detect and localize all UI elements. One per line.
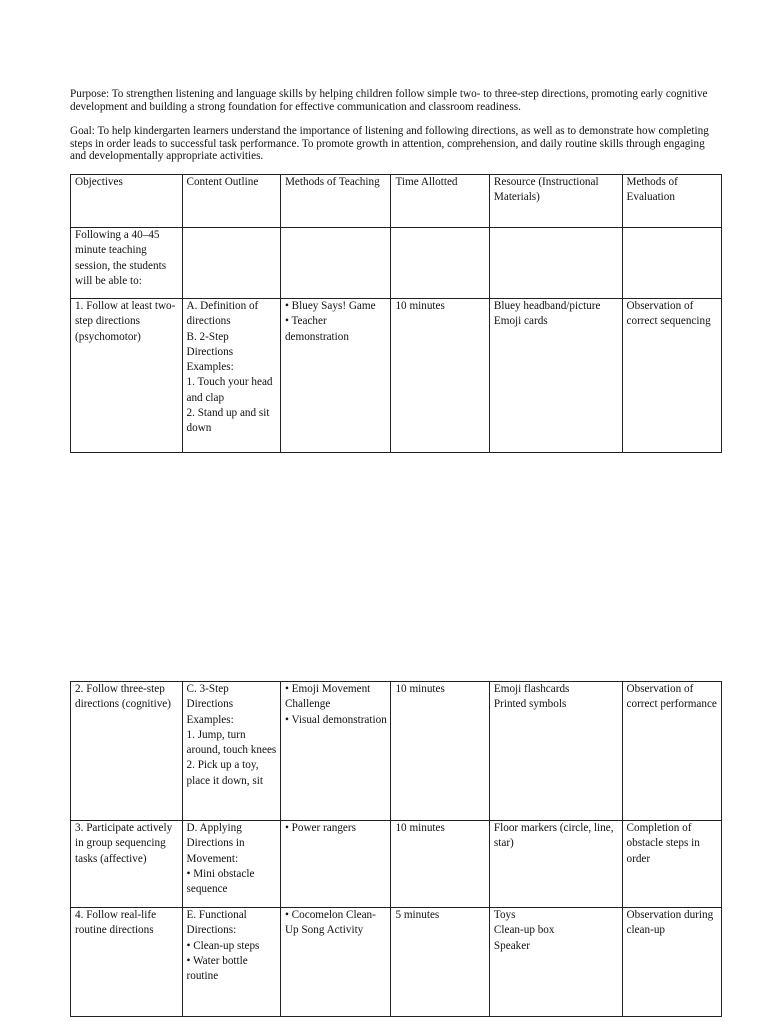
methods-cell bbox=[280, 821, 391, 908]
content-line: • Water bottle routine bbox=[186, 954, 248, 983]
header-content-outline: Content Outline bbox=[182, 175, 280, 228]
content-line: C. 3-Step Directions Examples: bbox=[186, 683, 234, 726]
method-line: • Teacher demonstration bbox=[284, 315, 349, 343]
header-methods-of-evaluation: Methods of Evaluation bbox=[622, 175, 721, 228]
table-header-row bbox=[71, 175, 722, 228]
intro-objective-cell: Following a 40–45 minute teaching session, the students will be able to: bbox=[71, 228, 183, 299]
time-cell: 5 minutes bbox=[391, 908, 489, 1017]
evaluation-cell: Observation of correct performance bbox=[622, 682, 721, 821]
method-line: • Visual demonstration bbox=[284, 713, 387, 726]
content-line: 2. Stand up and sit down bbox=[186, 407, 270, 435]
header-time-allotted: Time Allotted bbox=[391, 175, 489, 228]
method-line: • Bluey Says! Game bbox=[284, 300, 376, 312]
evaluation-cell: Observation during clean-up bbox=[622, 908, 721, 1017]
resource-line: Emoji cards bbox=[493, 315, 548, 328]
objective-cell: 2. Follow three-step directions (cognitive) bbox=[71, 682, 183, 821]
header-resource: Resource (Instructional Materials) bbox=[489, 175, 622, 228]
content-line: B. 2-Step Directions Examples: bbox=[186, 330, 234, 374]
header-methods-of-teaching: Methods of Teaching bbox=[280, 175, 391, 228]
resource-line: Toys bbox=[493, 909, 516, 921]
content-outline-cell bbox=[182, 299, 280, 453]
evaluation-cell: Observation of correct sequencing bbox=[622, 299, 721, 453]
time-cell: 10 minutes bbox=[391, 682, 489, 821]
content-line: A. Definition of directions bbox=[186, 300, 259, 328]
evaluation-cell: Completion of obstacle steps in order bbox=[622, 821, 721, 908]
content-line: 1. Touch your head and clap bbox=[186, 376, 273, 404]
resource-line: Printed symbols bbox=[493, 698, 567, 711]
resource-line: Speaker bbox=[493, 939, 530, 952]
content-line: 2. Pick up a toy, place it down, sit bbox=[186, 759, 263, 787]
methods-cell bbox=[280, 682, 391, 821]
content-line: 1. Jump, turn around, touch knees bbox=[186, 728, 277, 757]
content-line: • Mini obstacle sequence bbox=[186, 867, 255, 896]
resource-cell bbox=[489, 682, 622, 821]
table-row bbox=[71, 682, 722, 821]
purpose-paragraph: Purpose: To strengthen listening and language skills by helping children follow simple two- to three-step directions, promoting early cognitive development and building a strong foundation for effective communication and classroom readiness. bbox=[70, 88, 708, 113]
table-row bbox=[71, 908, 722, 1017]
header-objectives: Objectives bbox=[71, 175, 183, 228]
resource-line: Bluey headband/picture bbox=[493, 300, 601, 312]
table-row bbox=[71, 299, 722, 453]
resource-cell bbox=[489, 299, 622, 453]
empty-cell bbox=[280, 228, 391, 299]
methods-cell bbox=[280, 299, 391, 453]
empty-cell bbox=[489, 228, 622, 299]
intro-row bbox=[71, 228, 722, 299]
empty-cell bbox=[622, 228, 721, 299]
resource-line: Emoji flashcards bbox=[493, 683, 570, 695]
time-cell: 10 minutes bbox=[391, 821, 489, 908]
content-line: E. Functional Directions: bbox=[186, 909, 247, 937]
method-line: • Emoji Movement Challenge bbox=[284, 683, 371, 711]
resource-cell bbox=[489, 908, 622, 1017]
content-outline-cell bbox=[182, 908, 280, 1017]
methods-cell bbox=[280, 908, 391, 1017]
empty-cell bbox=[391, 228, 489, 299]
method-line: • Power rangers bbox=[284, 822, 356, 834]
objective-cell: 4. Follow real-life routine directions bbox=[71, 908, 183, 1017]
resource-line: Clean-up box bbox=[493, 924, 555, 937]
lesson-plan-table-page-section-2 bbox=[70, 681, 722, 1017]
lesson-plan-table-page-section-1 bbox=[70, 174, 722, 453]
time-cell: 10 minutes bbox=[391, 299, 489, 453]
content-line: • Clean-up steps bbox=[186, 939, 260, 952]
resource-line: Floor markers (circle, line, star) bbox=[493, 822, 614, 850]
objective-cell: 1. Follow at least two-step directions (psychomotor) bbox=[71, 299, 183, 453]
table-row bbox=[71, 821, 722, 908]
objective-cell: 3. Participate actively in group sequencing tasks (affective) bbox=[71, 821, 183, 908]
content-outline-cell bbox=[182, 821, 280, 908]
content-line: D. Applying Directions in Movement: bbox=[186, 822, 245, 865]
empty-cell bbox=[182, 228, 280, 299]
goal-paragraph: Goal: To help kindergarten learners understand the importance of listening and following directions, as well as to demonstrate how completing steps in order leads to successful task performance. To promote growth in attention, comprehension, and daily routine skills through engaging and developmentally appropriate activities. bbox=[70, 125, 709, 162]
resource-cell bbox=[489, 821, 622, 908]
method-line: • Cocomelon Clean-Up Song Activity bbox=[284, 909, 376, 937]
content-outline-cell bbox=[182, 682, 280, 821]
